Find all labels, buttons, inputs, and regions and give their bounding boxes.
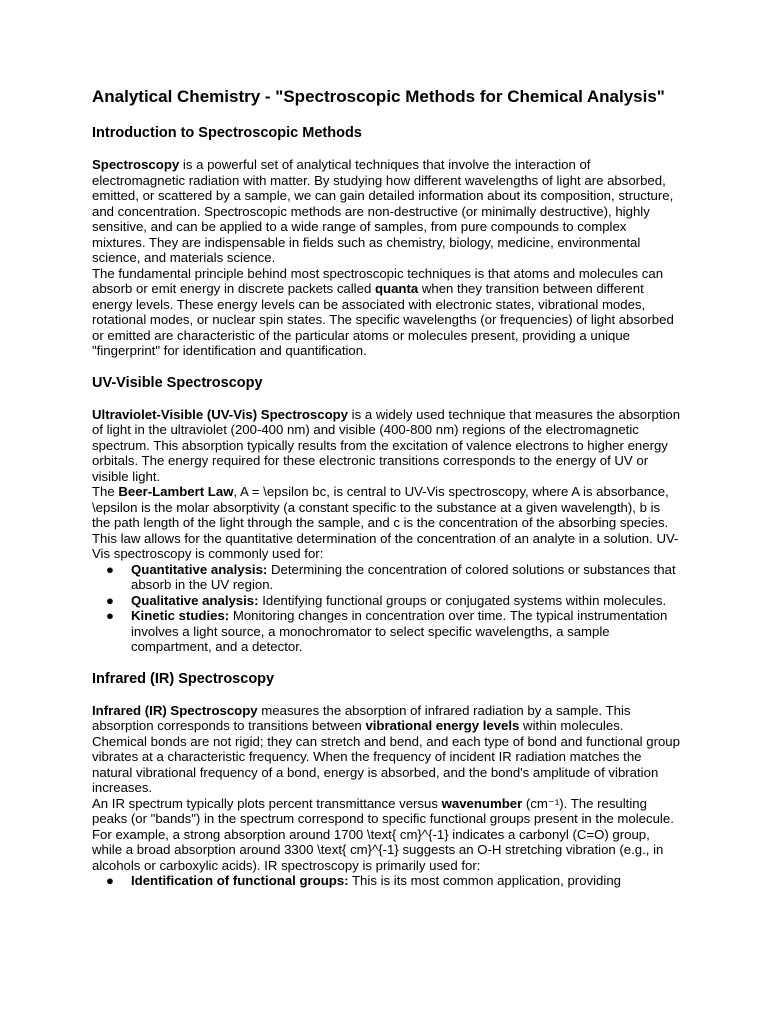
- ir-paragraph-2: [92, 796, 682, 874]
- term-uvvis: Ultraviolet-Visible (UV-Vis) Spectroscopy: [92, 406, 349, 422]
- term-beer-lambert: Beer-Lambert Law: [118, 484, 234, 499]
- intro-p2-text-a: The fundamental principle behind most spectroscopic techniques is that atoms and molecules can absorb or emit energy in discrete packets called: [92, 265, 664, 296]
- list-item: [92, 873, 682, 889]
- bullet-term: Kinetic studies:: [131, 608, 230, 623]
- uvvis-p2-text-a: The: [92, 484, 119, 499]
- uvvis-paragraph-2: [92, 484, 682, 562]
- bullet-text: Determining the concentration of colored solutions or substances that absorb in the UV region.: [131, 561, 676, 592]
- term-wavenumber: wavenumber: [441, 795, 523, 811]
- list-item: [92, 608, 682, 655]
- ir-p2-text-a: An IR spectrum typically plots percent transmittance versus: [92, 795, 442, 811]
- document-page: [92, 86, 682, 904]
- bullet-icon: ●: [106, 608, 114, 623]
- intro-paragraph-2: [92, 266, 682, 359]
- uvvis-bullet-list: [92, 562, 682, 655]
- intro-section: [92, 124, 682, 359]
- bullet-term: Qualitative analysis:: [131, 592, 259, 608]
- bullet-text: Identifying functional groups or conjugated systems within molecules.: [258, 592, 667, 608]
- document-title: Analytical Chemistry - "Spectroscopic Methods for Chemical Analysis": [92, 87, 665, 106]
- intro-p2-text-b: when they transition between different energy levels. These energy levels can be associated with electronic states, vibrational modes, rotational modes, or nuclear spin states. The specific wavelengths (or frequencies) of light absorbed or emitted are characteristic of the particular atoms or molecules present, providing a unique "fingerprint" for identification and quantification.: [92, 281, 674, 358]
- uvvis-paragraph-1: [92, 407, 682, 485]
- ir-p1-text-a: measures the absorption of infrared radiation by a sample. This absorption corresponds to transitions between: [92, 702, 631, 733]
- bullet-text: Monitoring changes in concentration over time. The typical instrumentation involves a light source, a monochromator to select specific wavelengths, a sample compartment, and a detector.: [131, 608, 668, 654]
- bullet-icon: ●: [106, 561, 114, 577]
- ir-section: [92, 670, 682, 889]
- term-ir: Infrared (IR) Spectroscopy: [92, 702, 258, 718]
- uvvis-section: [92, 374, 682, 655]
- uvvis-heading: UV-Visible Spectroscopy: [92, 374, 263, 391]
- ir-paragraph-1: [92, 703, 682, 796]
- list-item: [92, 562, 682, 593]
- intro-paragraph-1: [92, 157, 682, 266]
- uvvis-p1-text: is a widely used technique that measures the absorption of light in the ultraviolet (200-400 nm) and visible (400-800 nm) regions of the electromagnetic spectrum. This absorption typically results from the excitation of valence electrons to higher energy orbitals. The energy required for these electronic transitions corresponds to the energy of UV or visible light.: [92, 406, 681, 484]
- ir-p1-text-b: within molecules. Chemical bonds are not rigid; they can stretch and bend, and each type of bond and functional group vibrates at a characteristic frequency. When the frequency of incident IR radiation matches the natural vibrational frequency of a bond, energy is absorbed, and the bond's amplitude of vibration increases.: [92, 718, 680, 795]
- term-spectroscopy: Spectroscopy: [92, 157, 180, 172]
- term-quanta: quanta: [374, 281, 419, 296]
- bullet-icon: ●: [106, 592, 114, 608]
- intro-p1-text: is a powerful set of analytical techniques that involve the interaction of electromagnetic radiation with matter. By studying how different wavelengths of light are absorbed, emitted, or scattered by a sample, we can gain detailed information about its composition, structure, and concentration. Spectroscopic methods are non-destructive (or minimally destructive), highly sensitive, and can be applied to a wide range of samples, from pure compounds to complex mixtures. They are indispensable in fields such as chemistry, biology, medicine, environmental science, and materials science.: [92, 157, 674, 265]
- list-item: [92, 593, 682, 609]
- ir-heading: Infrared (IR) Spectroscopy: [92, 670, 275, 687]
- bullet-term: Quantitative analysis:: [131, 561, 268, 577]
- bullet-icon: ●: [106, 873, 114, 888]
- bullet-term: Identification of functional groups:: [131, 873, 349, 888]
- bullet-text: This is its most common application, providing: [348, 873, 621, 888]
- term-vibrational-levels: vibrational energy levels: [365, 718, 520, 733]
- ir-bullet-list: [92, 873, 682, 889]
- intro-heading: Introduction to Spectroscopic Methods: [92, 125, 362, 141]
- uvvis-p2-text-b: , A = \epsilon bc, is central to UV-Vis spectroscopy, where A is absorbance, \epsilon is the molar absorptivity (a constant specific to the substance at a given wavelength), b is the path length of the light through the sample, and c is the concentration of the absorbing species. This law allows for the quantitative determination of the concentration of an analyte in a solution. UV-Vis spectroscopy is commonly used for:: [92, 484, 679, 561]
- ir-p2-text-b: (cm⁻¹). The resulting peaks (or "bands") in the spectrum correspond to specific functional groups present in the molecule. For example, a strong absorption around 1700 \text{ cm}^{-1} indicates a carbonyl (C=O) group, while a broad absorption around 3300 \text{ cm}^{-1} suggests an O-H stretching vibration (e.g., in alcohols or carboxylic acids). IR spectroscopy is primarily used for:: [92, 795, 674, 873]
